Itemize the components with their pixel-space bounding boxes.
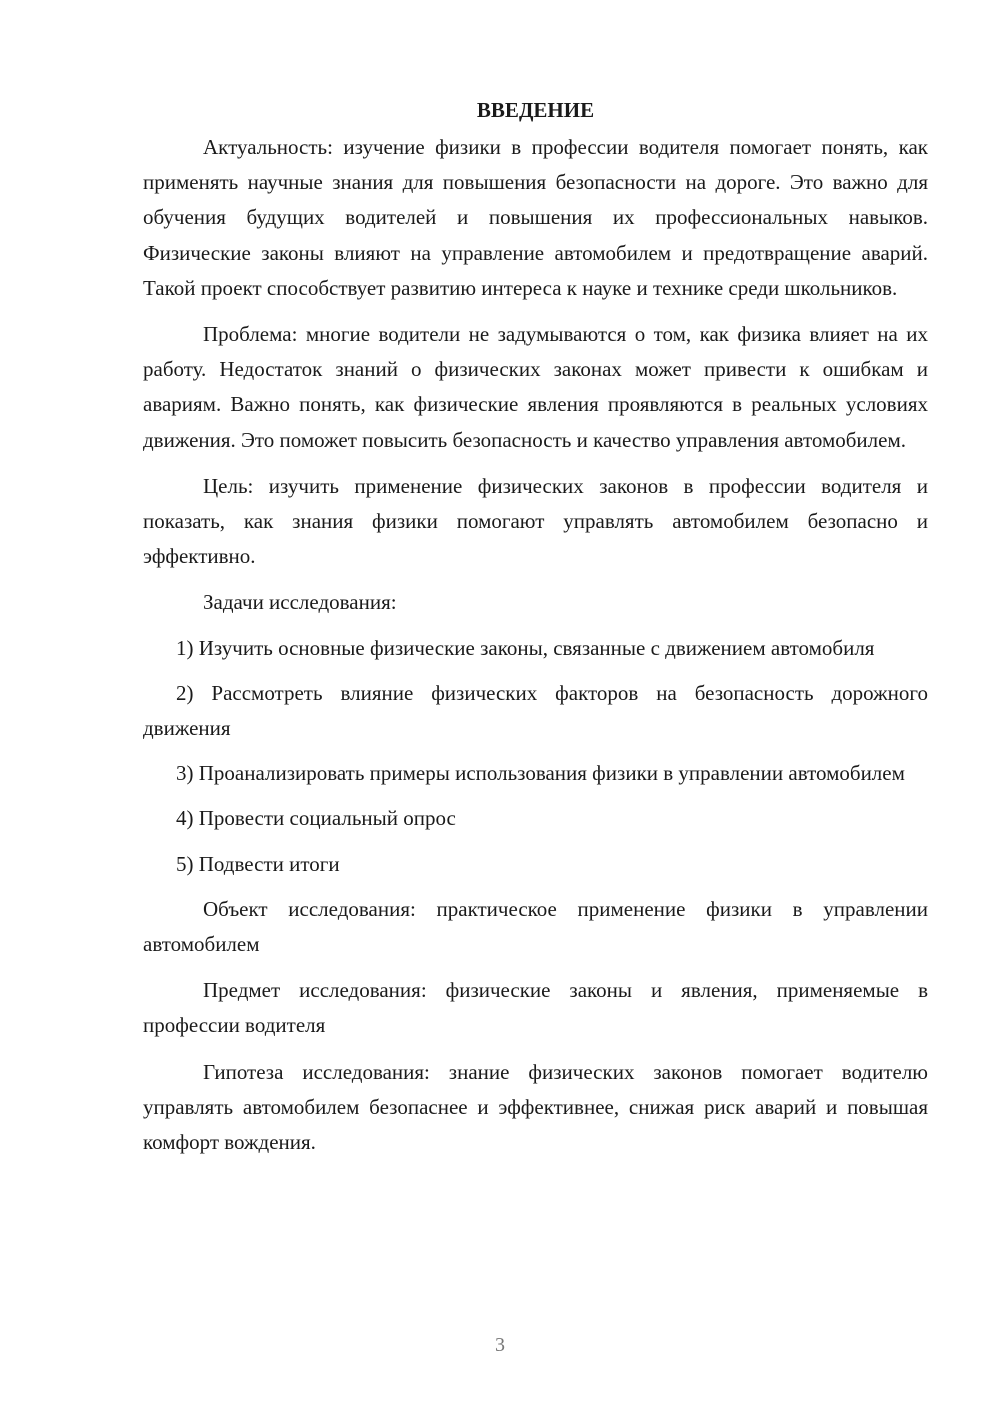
paragraph-hypothesis: Гипотеза исследования: знание физических законов помогает водителю управлять автомобилем безопаснее и эффективнее, снижая риск аварий и повышая комфорт вождения. <box>143 1059 928 1155</box>
task-item-5: 5) Подвести итоги <box>176 851 340 876</box>
task-item-1: 1) Изучить основные физические законы, связанные с движением автомобиля <box>176 635 875 660</box>
paragraph-subject: Предмет исследования: физические законы и явления, применяемые в профессии водителя <box>143 978 928 1038</box>
task-item-3: 3) Проанализировать примеры использования физики в управлении автомобилем <box>176 761 905 786</box>
document-page <box>143 92 928 1171</box>
task-item-4: 4) Провести социальный опрос <box>176 806 456 831</box>
tasks-heading: Задачи исследования: <box>203 590 397 615</box>
task-item-2: 2) Рассмотреть влияние физических факторов на безопасность дорожного движения <box>143 680 928 741</box>
section-title: ВВЕДЕНИЕ <box>476 98 595 122</box>
paragraph-object: Объект исследования: практическое применение физики в управлении автомобилем <box>143 896 928 957</box>
paragraph-relevance: Актуальность: изучение физики в профессии водителя помогает понять, как применять научные знания для повышения безопасности на дороге. Это важно для обучения будущих водителей и повышения их профессиональных навыков. Физические законы влияют на управление автомобилем и предотвращение аварий. Такой проект способствует развитию интереса к науке и технике среди школьников. <box>143 135 928 300</box>
task-list <box>143 631 928 882</box>
page-number: 3 <box>495 1334 505 1356</box>
paragraph-goal: Цель: изучить применение физических законов в профессии водителя и показать, как знания физики помогают управлять автомобилем безопасно и эффективно. <box>143 473 928 569</box>
paragraph-problem: Проблема: многие водители не задумываются о том, как физика влияет на их работу. Недостаток знаний о физических законах может привести к ошибкам и авариям. Важно понять, как физические явления проявляются в реальных условиях движения. Это поможет повысить безопасность и качество управления автомобилем. <box>143 322 928 452</box>
